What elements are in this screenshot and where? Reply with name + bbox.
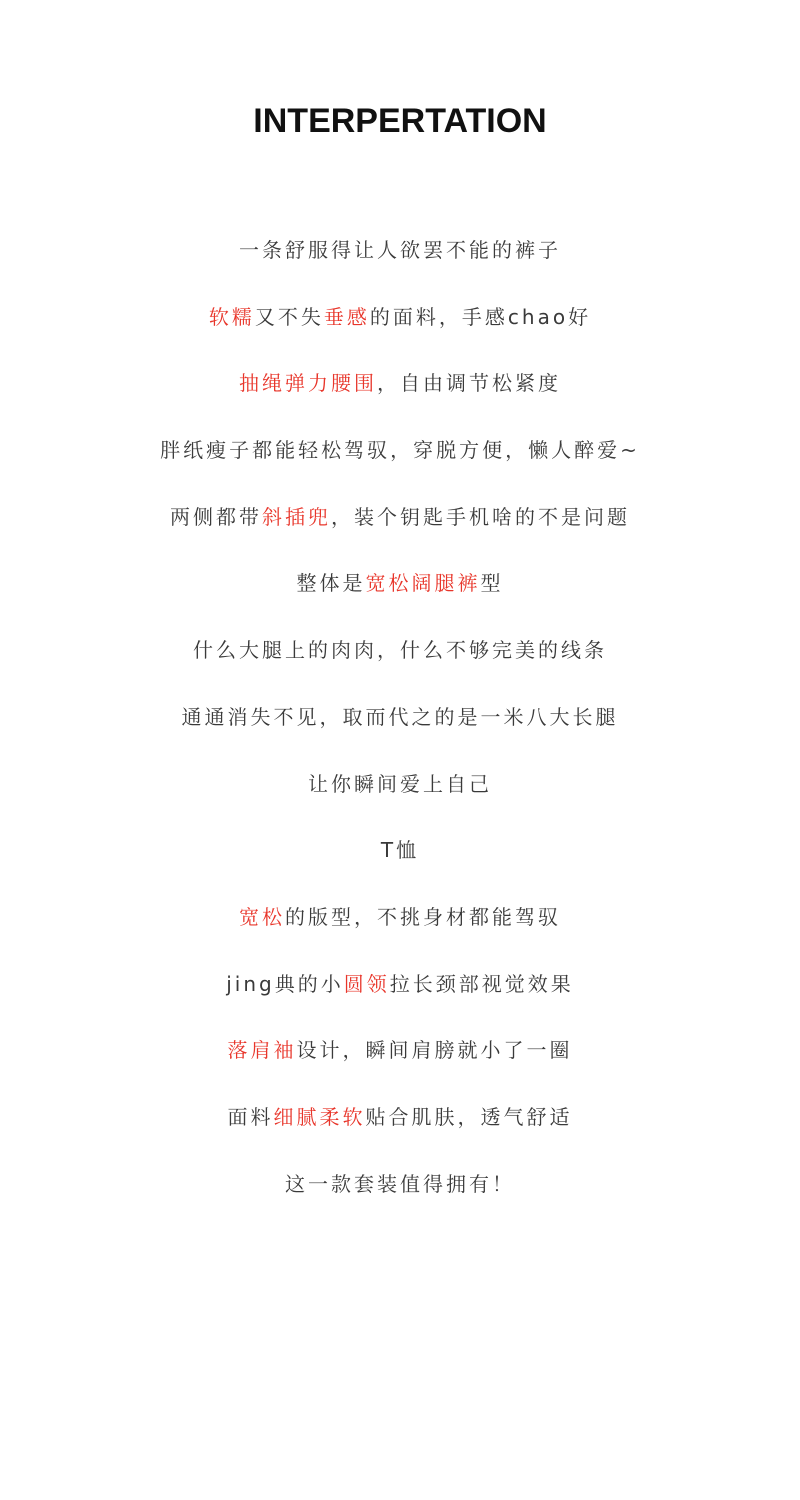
- text-segment: 胖纸瘦子都能轻松驾驭，穿脱方便，懒人醉爱~: [160, 438, 640, 463]
- highlighted-text: 宽松阔腿裤: [365, 571, 481, 596]
- text-segment: T恤: [380, 838, 420, 863]
- text-segment: 一条舒服得让人欲罢不能的裤子: [239, 238, 561, 262]
- text-segment: 让你瞬间爱上自己: [308, 771, 492, 796]
- highlighted-text: 抽绳弹力腰围: [239, 371, 377, 396]
- highlighted-text: 宽松: [239, 904, 285, 929]
- text-segment: 的面料，手感chao好: [369, 304, 592, 329]
- description-line: [0, 1164, 800, 1231]
- text-segment: 贴合肌肤，透气舒适: [365, 1104, 573, 1129]
- page-title: INTERPERTATION: [253, 102, 547, 140]
- description-line: [0, 697, 800, 764]
- description-line: [0, 830, 800, 897]
- highlighted-text: 落肩袖: [227, 1038, 297, 1063]
- text-segment: ，装个钥匙手机啥的不是问题: [331, 504, 630, 529]
- description-line: [0, 897, 800, 964]
- description-line: [0, 563, 800, 630]
- description-line: [0, 497, 800, 564]
- text-segment: ，自由调节松紧度: [377, 371, 561, 396]
- description-line: [0, 764, 800, 831]
- text-segment: 面料: [227, 1104, 274, 1129]
- description-line: [0, 230, 800, 297]
- text-segment: 什么大腿上的肉肉，什么不够完美的线条: [193, 638, 607, 663]
- description-line: [0, 363, 800, 430]
- description-line: [0, 297, 800, 364]
- text-segment: 这一款套装值得拥有！: [285, 1171, 515, 1196]
- description-line: [0, 430, 800, 497]
- highlighted-text: 细腻柔软: [273, 1104, 366, 1129]
- text-segment: 型: [480, 571, 504, 596]
- text-segment: 又不失: [254, 304, 324, 329]
- description-lines: [0, 230, 800, 1230]
- text-segment: 的版型，不挑身材都能驾驭: [285, 904, 561, 929]
- description-line: [0, 1030, 800, 1097]
- text-segment: 拉长颈部视觉效果: [389, 971, 574, 996]
- description-line: [0, 630, 800, 697]
- highlighted-text: 垂感: [323, 304, 370, 329]
- text-segment: jing典的小: [226, 971, 344, 996]
- highlighted-text: 软糯: [208, 304, 255, 329]
- text-segment: 设计，瞬间肩膀就小了一圈: [296, 1038, 573, 1063]
- text-segment: 两侧都带: [170, 504, 262, 529]
- text-segment: 整体是: [296, 571, 366, 596]
- highlighted-text: 斜插兜: [262, 504, 331, 529]
- text-segment: 通通消失不见，取而代之的是一米八大长腿: [181, 704, 619, 729]
- highlighted-text: 圆领: [343, 971, 390, 996]
- description-line: [0, 964, 800, 1031]
- description-line: [0, 1097, 800, 1164]
